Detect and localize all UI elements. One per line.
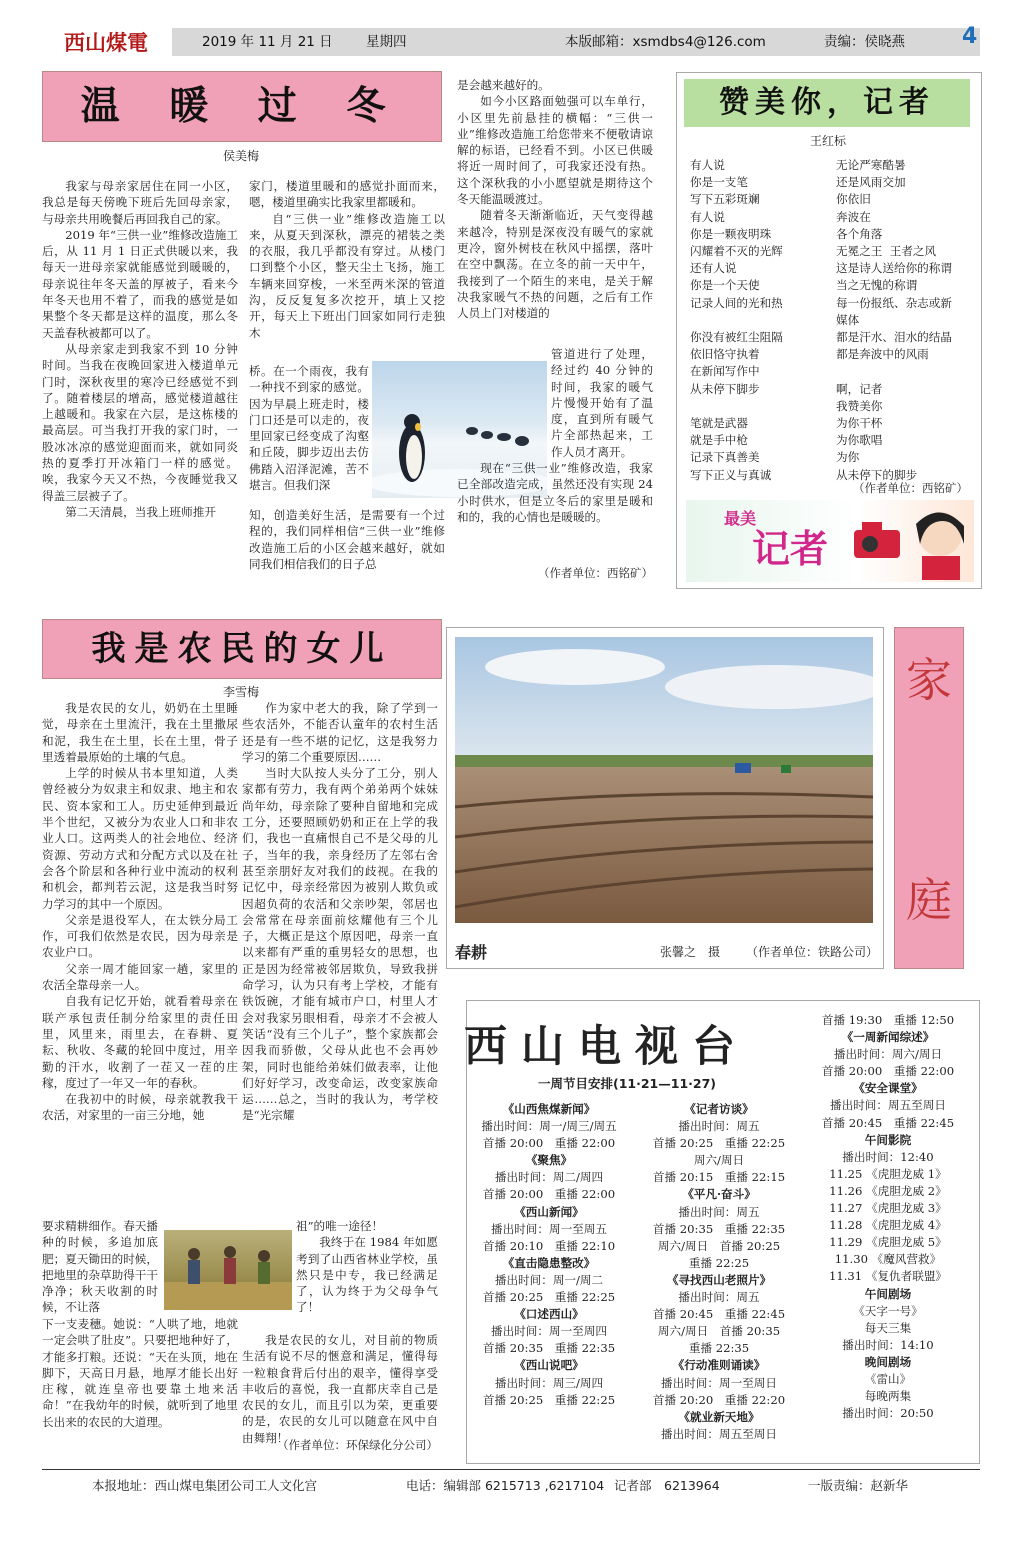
tv-schedule-line: 11.27 《虎胆龙威 3》 [829, 1201, 947, 1216]
family-section-label [894, 627, 964, 969]
footer-address: 本报地址：西山煤电集团公司工人文化宫 [92, 1478, 318, 1493]
tv-schedule-line: 11.29 《虎胆龙威 5》 [829, 1235, 947, 1250]
tv-schedule-line: 11.31 《复仇者联盟》 [828, 1269, 948, 1284]
tv-schedule-line: 首播 20:00 重播 22:00 [821, 1064, 955, 1079]
paragraph: 在我初中的时候，母亲就教我干农活，对家里的一亩三分地，她 [42, 1092, 238, 1123]
article2-title-box [42, 619, 442, 679]
tv-schedule-line: 《天字一号》 [853, 1303, 923, 1318]
photo-credit: 张馨之 摄 [660, 945, 721, 959]
paragraph: 我家与母亲家居住在同一小区，我总是每天傍晚下班后先回母亲家，与母亲共用晚餐后再回我自己的家。 [42, 179, 238, 226]
paragraph: 父亲一周才能回家一趟，家里的农活全靠母亲一人。 [42, 961, 238, 993]
paragraph: 家门，楼道里暖和的感觉扑面而来，嗯，楼道里确实比我家里都暖和。 [249, 179, 445, 210]
tv-schedule-line: 播出时间：周六/周日 [833, 1047, 943, 1062]
tv-schedule-line: 《山西焦煤新闻》 [502, 1102, 596, 1116]
paragraph: 自“三供一业”维修改造施工以来，从夏天到深秋，漂亮的裙装之类的衣服，我几乎都没有穿过。从楼门口到整个小区，整天尘土飞扬，施工车辆来回穿梭，一米至两米深的管道沟，反反复复多次挖开，填上又挖开，每天上下班出门回家如同行走独木 [249, 211, 445, 340]
camera-icon [846, 504, 970, 580]
tv-schedule-line: 《行动准则诵读》 [672, 1358, 766, 1373]
tv-schedule-line: 首播 20:10 重播 22:10 [482, 1238, 616, 1253]
tv-schedule-line: 《就业新天地》 [678, 1409, 760, 1424]
paragraph: 是会越来越好的。 [457, 78, 550, 92]
paragraph: 2019 年“三供一业”维修改造施工后，从 11 月 1 日正式供暖以来，我每天一进母亲家就能感觉到暖暖的，母亲说往年冬天盖的厚被子，看来今年冬天也用不着了，而我的感觉是如果整个冬天都是这样的温度，那么冬天盖春秋被都可以了。 [42, 227, 238, 340]
tv-schedule-line: 每晚两集 [864, 1389, 912, 1404]
tv-schedule-line: 首播 20:25 重播 22:25 [482, 1290, 616, 1305]
tv-schedule-line: 《西山新闻》 [514, 1204, 584, 1219]
reporter-banner [686, 500, 974, 582]
poem-left-column: 有人说 你是一支笔 写下五彩斑斓 有人说 你是一颗夜明珠 闪耀着不灭的光辉 还有人说 你是一个天使 记录人间的光和热 你没有被红尘阻隔 依旧恪守执着 在新闻写作中 从未停下脚步 笔就是武器 就是手中枪 记录下真善美 写下正义与真诚 [690, 158, 783, 482]
article2-col1-mid: 要求精耕细作。春天播种的时候，多追加底肥；夏天锄田的时候，把地里的杂草助得干干净净；秋天收割的时候，不让落 [42, 1219, 158, 1315]
tv-schedule-line: 首播 19:30 重播 12:50 [821, 1013, 955, 1027]
article1-signature: （作者单位：西铭矿） [538, 566, 653, 580]
harvest-photo [164, 1230, 292, 1310]
photo-unit: （作者单位：铁路公司） [746, 945, 879, 959]
article2-title: 我是农民的女儿 [91, 629, 393, 669]
article2-col2-mid [296, 1218, 438, 1316]
tv-schedule-line: 首播 20:45 重播 22:45 [821, 1115, 955, 1130]
tv-schedule-line: 重播 22:25 [688, 1255, 750, 1270]
tv-schedule-line: 《一周新闻综述》 [841, 1030, 935, 1045]
paragraph: 祖”的唯一途径！ [296, 1219, 384, 1233]
tv-schedule-line: 首播 20:25 重播 22:25 [482, 1392, 616, 1407]
article2-col1-bottom: 下一支麦穗。她说：“人哄了地，地就一定会哄了肚皮”。只要把地种好了，才能多打粮。还说：“天在头顶，地在脚下，天高日月悬，地厚才能长出好庄稼，就连皇帝也要靠土地来活命！”在我幼年的时候，就听到了地里长出来的农民的大道理。 [42, 1317, 238, 1429]
tv-column-2 [636, 1101, 802, 1443]
page-footer [42, 1469, 980, 1498]
tv-schedule-line: 11.26 《虎胆龙威 2》 [829, 1183, 947, 1198]
tv-schedule-line: 播出时间：周一至周日 [661, 1375, 777, 1390]
footer-reporter: 记者部 6213964 [614, 1478, 720, 1493]
spring-plowing-photo [455, 637, 873, 923]
article1-col2-top [249, 178, 445, 341]
harvest-illustration [164, 1230, 292, 1310]
article2-col1-top [42, 700, 238, 1124]
poem-signature: （作者单位：西铭矿） [853, 481, 968, 495]
tv-schedule-line: 《平凡·奋斗》 [682, 1187, 756, 1202]
tv-schedule-line: 播出时间：周五至周日 [830, 1098, 946, 1113]
paragraph: 现在“三供一业”维修改造，我家已全部改造完成，虽然还没有实现 24 小时供水，但是立冬后的家里是暖和和的，我的心情也是暖暖的。 [457, 461, 653, 524]
tv-column-3 [805, 1012, 971, 1422]
article2-col2-top [242, 700, 438, 1124]
tv-schedule-line: 播出时间：20:50 [842, 1406, 934, 1421]
page-header [42, 26, 980, 59]
article1-col2-bottom: 知，创造美好生活，是需要有一个过程的，我们同样相信“三供一业”维修改造施工后的小区会越来越好，就如同我们相信我们的日子总 [249, 508, 445, 571]
tv-schedule-line: 晚间剧场 [864, 1354, 912, 1369]
article1-col3-bottom [457, 460, 653, 525]
tv-schedule-line: 播出时间：周二/周四 [494, 1170, 604, 1185]
tv-schedule-line: 首播 20:35 重播 22:35 [652, 1221, 786, 1236]
tv-schedule-line: 周六/周日 首播 20:35 [657, 1324, 781, 1339]
poem-right-column: 无论严寒酷暑 还是风雨交加 你依旧 奔波在 各个角落 无冕之王 王者之风 这是诗人送给你的称谓 当之无愧的称谓 每一份报纸、杂志或新 媒体 都是汗水、泪水的结晶 都是奔波中的风雨 啊，记者 我赞美你 为你干杯 为你歌唱 为你 从未停下的脚步 [836, 158, 952, 482]
tv-schedule-line: 午间剧场 [864, 1286, 912, 1301]
tv-schedule-line: 《安全课堂》 [853, 1081, 923, 1096]
field-illustration [455, 637, 873, 923]
article1-author: 侯美梅 [222, 149, 259, 163]
banner-big-text: 记者 [752, 526, 829, 571]
banner-small-text: 最美 [724, 509, 757, 528]
tv-schedule-line: 周六/周日 [693, 1153, 745, 1168]
tv-schedule-line: 首播 20:35 重播 22:35 [482, 1341, 616, 1356]
tv-schedule-line: 午间影院 [864, 1132, 912, 1147]
tv-schedule-line: 播出时间：周一/周二 [494, 1272, 604, 1287]
paragraph: 第二天清晨，当我上班师推开 [65, 504, 216, 519]
tv-schedule-line: 周六/周日 首播 20:25 [657, 1238, 781, 1253]
family-char-2: 庭 [906, 873, 952, 927]
poem-title: 赞美你，记者 [719, 85, 935, 120]
footer-phone: 电话：编辑部 6215713 ,6217104 [406, 1478, 605, 1493]
paragraph: 随着冬天渐渐临近，天气变得越来越冷，特别是深夜没有暖气的家就更冷，窗外树枝在秋风中摇摆，落叶在空中飘荡。在立冬的前一天中午，我接到了一个陌生的来电，是关于解决我家暖气不热的问题，之后有工作人员上门对楼道的 [457, 208, 653, 321]
tv-title: 西山电视台 [464, 1022, 749, 1072]
article1-col3-mid: 管道进行了处理，经过约 40 分钟的时间，我家的暖气片慢慢开始有了温度，直到所有暖气片全部热起来，工作人员才离开。 [551, 347, 653, 459]
article1-col3-top [457, 77, 653, 321]
tv-schedule-line: 11.30 《魔风营救》 [834, 1252, 942, 1267]
footer-editor: 一版责编：赵新华 [808, 1478, 909, 1493]
tv-schedule-line: 《记者访谈》 [684, 1102, 754, 1116]
tv-schedule-line: 首播 20:20 重播 22:20 [652, 1392, 786, 1407]
paragraph: 当时大队按人头分了工分，别人家都有劳力，我有两个弟弟两个妹妹尚年幼，母亲除了要种自留地和完成工分，还要照顾奶奶和正在上学的我们，我也一直痛恨自己不是父母的儿子，当年的我，亲身经历了左邻右舍甚至亲朋好友对我们的歧视。在我的记忆中，母亲经常因为被别人欺负或因超负荷的农活和父亲吵架，邻居也会常常在母亲面前炫耀他有三个儿子，大概正是这个原因吧，母亲一直以来都有严重的重男轻女的思想，也正是因为经常被邻居欺负，导致我拼命学习，认为只有考上学校，才能有铁饭碗，才能有城市户口，村里人才会对我家另眼相看，母亲才不会被人笑话“没有三个儿子”，整个家族都会因我而骄傲，父母从此也不会再妙架，同时也能给弟妹们做表率，让他们好好学习，改变命运，改变家族命运……总之，当时的我认为，考学校是“光宗耀 [242, 766, 438, 1123]
tv-schedule-line: 每天三集 [864, 1320, 912, 1335]
tv-schedule-line: 首播 20:00 重播 22:00 [482, 1187, 616, 1202]
tv-schedule-line: 首播 20:15 重播 22:15 [652, 1170, 786, 1185]
paragraph: 如今小区路面勉强可以车单行，小区里先前悬挂的横幅：“三供一业”维修改造施工给您带来不便敬请谅解的标语，已经看不到。小区已供暖将近一周时间了，可我家还没有热。这个深秋我的小小愿望就是期待这个冬天能温暖渡过。 [457, 94, 653, 207]
paragraph: 自我有记忆开始，就看着母亲在联产承包责任制分给家里的责任田里，风里来，雨里去，在春耕、夏耘、秋收、冬藏的轮回中度过，用辛勤的汗水，收割了一茬又一茬的庄稼，度过了一年又一年的春秋。 [42, 994, 238, 1090]
tv-schedule-line: 《寻找西山老照片》 [666, 1272, 772, 1287]
tv-schedule-line: 《西山说吧》 [514, 1358, 584, 1373]
paragraph: 我是农民的女儿，奶奶在土里睡觉，母亲在土里流汗，我在土里撒尿和泥，我生在土里，长在土里，骨子里透着最原始的土壤的气息。 [42, 701, 238, 764]
tv-schedule-line: 播出时间：周五至周日 [661, 1426, 777, 1441]
tv-schedule-line: 播出时间：周一至周四 [491, 1324, 607, 1339]
paragraph: 父亲是退役军人，在太铁分局工作，可我们依然是农民，因为母亲是农业户口。 [42, 912, 238, 960]
tv-schedule-line: 《口述西山》 [514, 1307, 584, 1322]
tv-schedule-line: 播出时间：周五 [678, 1290, 760, 1305]
paragraph: 上学的时候从书本里知道，人类曾经被分为奴隶主和奴隶、地主和农民、资本家和工人。历史延伸到最近半个世纪，又被分为农业人口和非农业人口。这两类人的社会地位、经济资源、劳动方式和分配方式以及在社会各个阶层和各种行业中流动的权利和机会，都判若云泥，这是我当时努力学习的其中一个原因。 [42, 766, 238, 911]
tv-schedule-line: 播出时间：12:40 [842, 1149, 934, 1164]
tv-column-1 [466, 1101, 632, 1409]
tv-schedule-line: 《雷山》 [864, 1371, 912, 1386]
tv-subtitle: 一周节目安排(11·21—11·27) [538, 1076, 717, 1091]
family-char-1: 家 [906, 653, 952, 707]
tv-schedule-line: 《聚焦》 [525, 1153, 573, 1168]
article1-title-box [42, 71, 442, 142]
issue-weekday: 星期四 [366, 34, 407, 50]
article1-col2-mid: 桥。在一个雨夜，我有一种找不到家的感觉。因为早晨上班走时，楼门口还是可以走的，夜里回家已经变成了沟壑和丘陵，脚步迈出去仿佛踏入沼泽泥滩，苦不堪言。但我们深 [249, 364, 369, 493]
photo-title: 春耕 [455, 943, 488, 962]
tv-schedule-line: 11.25 《虎胆龙威 1》 [829, 1166, 947, 1181]
paragraph: 从母亲家走到我家不到 10 分钟时间。当我在夜晚回家进入楼道单元门时，深秋夜里的寒冷已经感觉不到了。随着楼层的增高，感觉楼道越往上越暖和。我家在六层，是这栋楼的最高层。可当我打开我的家门时，一股冰冰凉的感觉迎面而来，就如同炎热的夏季打开冰箱门一样的感觉。唉，我家今天又不热，今夜睡觉我又得盖三层被子了。 [42, 341, 238, 503]
poem-title-box [684, 79, 970, 127]
tv-schedule-line: 首播 20:45 重播 22:45 [652, 1307, 786, 1322]
article2-signature: （作者单位：环保绿化分公司） [277, 1438, 438, 1452]
page-editor: 责编：侯晓燕 [824, 34, 905, 50]
article2-author: 李雪梅 [222, 685, 259, 699]
paragraph: 作为家中老大的我，除了学到一些农活外，不能否认童年的农村生活还是有一些不堪的记忆，这是我努力学习的第二个重要原因…… [242, 701, 438, 764]
tv-schedule-line: 播出时间：周五 [678, 1119, 760, 1134]
article1-col1 [42, 178, 238, 520]
newspaper-logo: 西山煤電 [64, 30, 148, 55]
paragraph: 我是农民的女儿，对目前的物质生活有说不尽的愜意和满足，懂得每一粒粮食背后付出的艰辛，懂得享受丰收后的喜悦，我一直都庆幸自己是农民的女儿，而且引以为荣，更重要的是，农民的女儿可以随意在风中自由舞翔！ [242, 1333, 438, 1445]
tv-schedule-line: 《直击隐患整改》 [502, 1255, 596, 1270]
poem-author: 王红标 [809, 134, 846, 148]
page-email: 本版邮箱：xsmdbs4@126.com [565, 34, 766, 50]
paragraph: 我终于在 1984 年如愿考到了山西省林业学校，虽然只是中专，我已经满足了，认为终于为父母争气了！ [296, 1235, 438, 1315]
tv-schedule-line: 播出时间：周五 [678, 1204, 760, 1219]
issue-date: 2019 年 11 月 21 日 [202, 34, 333, 50]
tv-schedule-line: 首播 20:25 重播 22:25 [652, 1136, 786, 1151]
tv-schedule-line: 播出时间：周一至周五 [491, 1221, 607, 1236]
article1-title: 温 暖 过 冬 [80, 83, 404, 129]
page-number: 4 [962, 24, 978, 49]
tv-schedule-line: 首播 20:00 重播 22:00 [482, 1136, 616, 1151]
tv-schedule-line: 播出时间：14:10 [842, 1337, 934, 1352]
tv-schedule-line: 重播 22:35 [688, 1341, 750, 1356]
tv-schedule-line: 播出时间：周三/周四 [494, 1375, 604, 1390]
tv-schedule-line: 播出时间：周一/周三/周五 [481, 1119, 617, 1134]
article2-col2-bottom [242, 1332, 438, 1446]
tv-schedule-line: 11.28 《虎胆龙威 4》 [829, 1218, 947, 1233]
